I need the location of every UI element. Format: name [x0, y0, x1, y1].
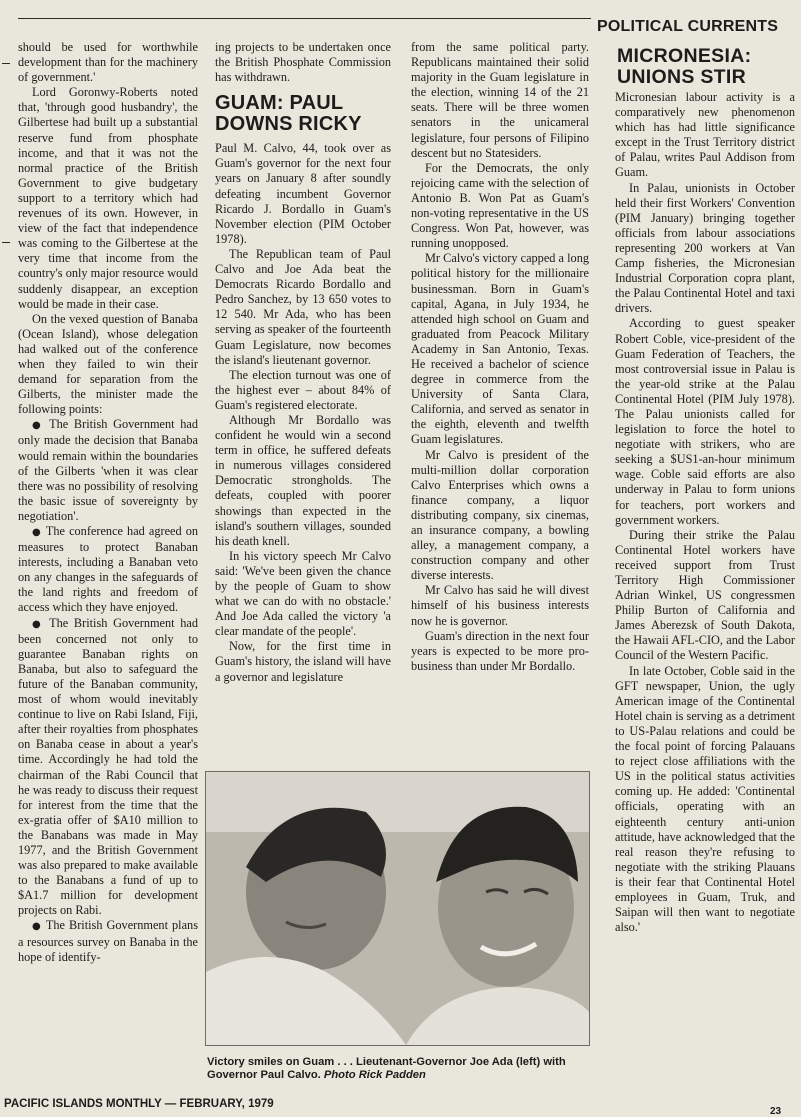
paragraph: According to guest speaker Robert Coble, vice-president of the Guam Federation of Teachers, the most controversial issue in Palau is the year-old strike at the Palau Continental Hotel (PIM July 1978). The Palau unionists called for legislation to force the hotel to negotiate with strikers, who are seeking a $US1-an-hour minimum wage. Coble said efforts are also underway in Palau to form unions for teachers, port workers and government workers.	[615, 316, 795, 527]
bullet-icon: ●	[32, 921, 46, 933]
paragraph: The election turnout was one of the highest ever – about 84% of Guam's registered electorate.	[215, 367, 391, 412]
margin-mark	[2, 242, 10, 243]
bullet-icon: ●	[32, 618, 50, 630]
photo-calvo-ada	[205, 771, 590, 1046]
column-micronesia	[615, 90, 795, 935]
paragraph: Guam's direction in the next four years is expected to be more pro-business than under Mr Bordallo.	[411, 628, 589, 673]
column-banaba	[18, 40, 198, 965]
paragraph: In his victory speech Mr Calvo said: 'We've been given the chance by the people of Guam to show what we can do with no obstacle.' And Joe Ada called the victory 'a clear mandate of the people'.	[215, 548, 391, 639]
photo-caption	[207, 1056, 590, 1082]
footer-publication: PACIFIC ISLANDS MONTHLY — FEBRUARY, 1979	[4, 1098, 274, 1110]
paragraph: Mr Calvo has said he will divest himself of his business interests now he is governor.	[411, 583, 589, 628]
paragraph: ● The British Government had only made the decision that Banaba would remain within the boundaries of the Gilberts 'when it was clear there was no possibility of resolving the basic issue of sovereignty by negotiation'.	[18, 417, 198, 523]
paragraph: ● The British Government plans a resources survey on Banaba in the hope of identify-	[18, 918, 198, 964]
paragraph: For the Democrats, the only rejoicing came with the selection of Antonio B. Won Pat as Guam's non-voting representative in the US Congress. Won Pat, however, was running unopposed.	[411, 160, 589, 251]
paragraph: Micronesian labour activity is a comparatively new phenomenon which has had little significance except in the Trust Territory district of Palau, writes Paul Addison from Guam.	[615, 90, 795, 180]
column-guam-continued	[411, 40, 589, 674]
paragraph: ing projects to be undertaken once the British Phosphate Commission has withdrawn.	[215, 40, 391, 85]
paragraph: should be used for worthwhile development than for the machinery of government.'	[18, 40, 198, 85]
margin-mark	[2, 63, 10, 64]
paragraph: In late October, Coble said in the GFT newspaper, Union, the ugly American image of the Continental Hotel chain is serving as a detriment to US-Palau relations and could be the focal point of forcing Palauans to reject close affiliations with the US in the political status activities coming up. He added: 'Continental officials, operating with an eighteenth century anti-union attitude, have acknowledged that the real reason they're refusing to negotiate with the striking Plauans is their fear that Continental Hotel employees in Guam, Truk, and Saipan will then want to negotiate also.'	[615, 663, 795, 935]
paragraph: Lord Goronwy-Roberts noted that, 'through good husbandry', the Gilbertese had built up a substantial reserve fund from phosphate income, and that it was not the normal practice of the British Government to give budgetary support to a territory which had revenues of its own. However, in view of the fact that independence was coming to the Gilbertese at the very time that income from the country's only major resource would suddenly disappear, an exception would be made in their case.	[18, 85, 198, 311]
paragraph: Now, for the first time in Guam's history, the island will have a governor and legislature	[215, 639, 391, 684]
section-header: POLITICAL CURRENTS	[597, 18, 779, 35]
paragraph: Paul M. Calvo, 44, took over as Guam's governor for the next four years on January 8 after soundly defeating incumbent Governor Ricardo J. Bordallo in Guam's November election (PIM October 1978).	[215, 141, 391, 246]
paragraph: ● The British Government had been concerned not only to guarantee Banaban rights on Banaba, but also to safeguard the future of the Banaban community, most of whom would inevitably continue to live on Rabi Island, Fiji, after their royalties from phosphates on Banaba cease in about a year's time. Accordingly he had told the chairman of the Rabi Council that he was ready to discuss their request for interest from the time that the ex-gratia offer of $A10 million to the Banabans was made in May 1977, and the British Government was also prepared to make available to the Banabans a fund of up to $A1.7 million for development projects on Rabi.	[18, 615, 198, 918]
photo-illustration	[206, 772, 589, 1045]
paragraph: Mr Calvo is president of the multi-million dollar corporation Calvo Enterprises which owns a finance company, a liquor distributing company, six cinemas, an insurance company, a bowling alley, a management company, a construction company and other diverse interests.	[411, 447, 589, 583]
paragraph: from the same political party. Republicans maintained their solid majority in the Guam legislature in the election, winning 14 of the 21 seats. There will be three women senators in the unicameral legislature, four persons of Filipino descent but no Statesiders.	[411, 40, 589, 160]
column-guam	[215, 40, 391, 685]
paragraph: Although Mr Bordallo was confident he would win a second term in office, he suffered defeats in numerous villages considered Democratic strongholds. The defeats, coupled with poorer showings than expected in the island's southern villages, sounded his death knell.	[215, 412, 391, 548]
paragraph: The Republican team of Paul Calvo and Joe Ada beat the Democrats Ricardo Bordallo and Pedro Sanchez, by 13 650 votes to 12 540. Mr Ada, who has been serving as speaker of the fourteenth Guam Legislature, now becomes the island's lieutenant governor.	[215, 246, 391, 367]
page-number: 23	[770, 1106, 782, 1117]
paragraph: On the vexed question of Banaba (Ocean Island), whose delegation had walked out of the conference when they failed to win their demand for separation from the Gilberts, the minister made the following points:	[18, 311, 198, 417]
photo-credit: Photo Rick Padden	[323, 1069, 426, 1081]
paragraph: In Palau, unionists in October held their first Workers' Convention (PIM January) bringing together officials from labour associations representing 200 workers at Van Camp fisheries, the Micronesian Industrial Corporation copra plant, the Palau Continental Hotel and taxi drivers.	[615, 180, 795, 316]
paragraph: ● The conference had agreed on measures to protect Banaban interests, including a Banaban veto on any changes in the safeguards of the land rights and freedom of access which they have enjoyed.	[18, 524, 198, 615]
bullet-icon: ●	[32, 527, 46, 538]
top-rule	[18, 18, 591, 19]
headline-micronesia: MICRONESIA: UNIONS STIR	[617, 45, 752, 88]
caption-text: Victory smiles on Guam . . . Lieutenant-Governor Joe Ada (left) with Governor Paul Calvo.	[207, 1056, 566, 1081]
headline-guam: GUAM: PAUL DOWNS RICKY	[215, 92, 362, 136]
bullet-icon: ●	[32, 420, 50, 432]
paragraph: During their strike the Palau Continental Hotel workers have received support from Trust Territory High Commissioner Adrian Winkel, US congressmen Philip Burton of California and James Aberezsk of South Dakota, the Hawaii AFL-CIO, and the Labor Council of the Western Pacific.	[615, 527, 795, 663]
paragraph: Mr Calvo's victory capped a long political history for the millionaire businessman. Born in Guam's capital, Agana, in July 1934, he attended high school on Guam and graduated from Peacock Military Academy in San Antonio, Texas. He received a bachelor of science degree in commerce from the University of Santa Clara, California, and served as senator in the eighth, eleventh and twelfth Guam legislatures.	[411, 251, 589, 447]
